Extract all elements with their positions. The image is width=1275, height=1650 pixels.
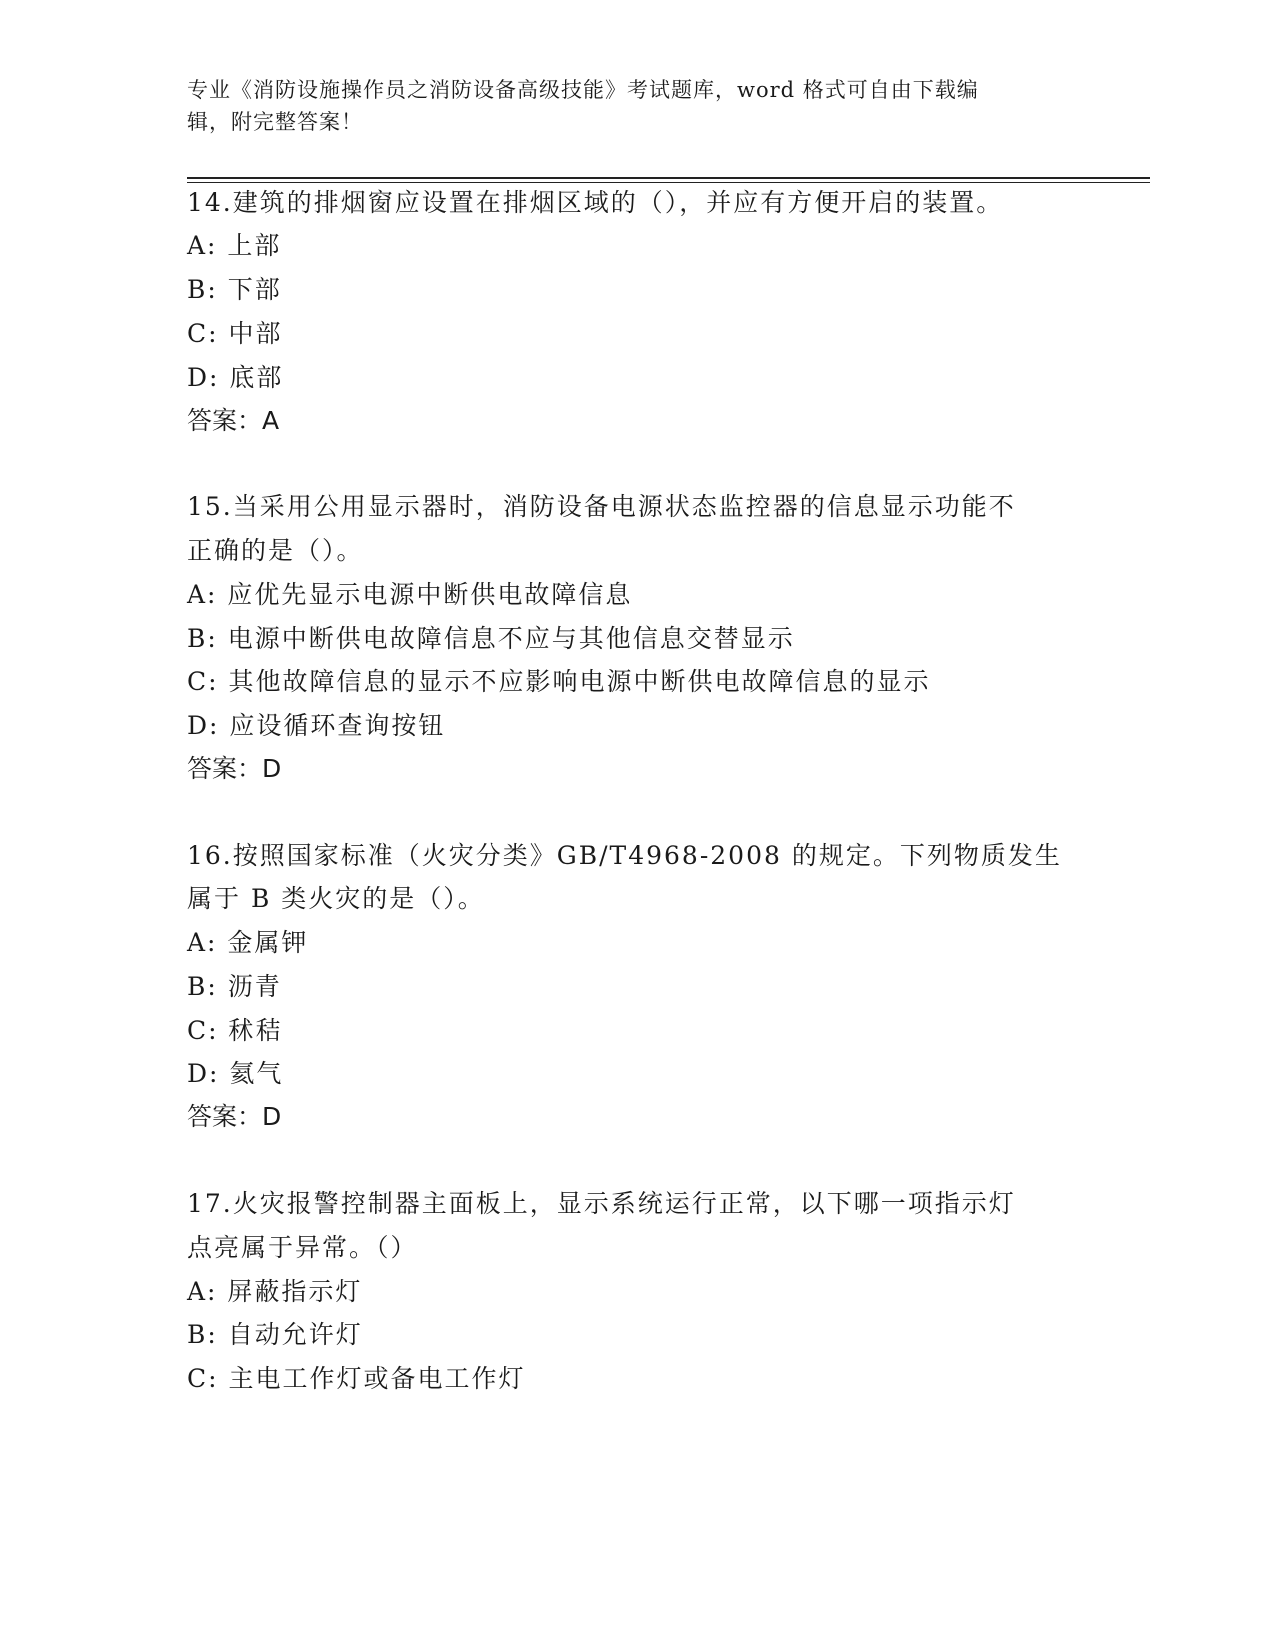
question-15-option-b: B: 电源中断供电故障信息不应与其他信息交替显示 (187, 624, 795, 653)
question-16-option-b: B: 沥青 (187, 972, 282, 1001)
question-16-option-a: A: 金属钾 (187, 928, 309, 957)
question-17-stem-line-1: 17.火灾报警控制器主面板上，显示系统运行正常，以下哪一项指示灯 (187, 1189, 1016, 1218)
question-16-option-c: C: 秫秸 (187, 1016, 283, 1045)
question-15-stem-line-1: 15.当采用公用显示器时，消防设备电源状态监控器的信息显示功能不 (187, 492, 1016, 521)
question-17-option-b: B: 自动允许灯 (187, 1320, 363, 1349)
question-14-answer: 答案：A (187, 406, 280, 435)
question-14-stem-line-1: 14.建筑的排烟窗应设置在排烟区域的（），并应有方便开启的装置。 (187, 188, 1004, 217)
question-15-option-a: A: 应优先显示电源中断供电故障信息 (187, 580, 633, 609)
question-14-option-a: A: 上部 (187, 231, 282, 260)
header-divider-thick (187, 177, 1150, 179)
question-14-option-b: B: 下部 (187, 275, 282, 304)
header-intro-line-1: 专业《消防设施操作员之消防设备高级技能》考试题库，word 格式可自由下载编 (187, 78, 979, 102)
question-16-option-d: D: 氦气 (187, 1059, 284, 1088)
question-15-answer: 答案：D (187, 754, 282, 783)
question-16-answer: 答案：D (187, 1102, 282, 1131)
question-17-option-a: A: 屏蔽指示灯 (187, 1277, 363, 1306)
question-14-option-c: C: 中部 (187, 319, 283, 348)
question-16-stem-line-1: 16.按照国家标准（火灾分类》GB/T4968-2008 的规定。下列物质发生 (187, 841, 1062, 870)
document-header (187, 74, 1067, 138)
question-17-stem-line-2: 点亮属于异常。（） (187, 1233, 418, 1262)
question-15-option-d: D: 应设循环查询按钮 (187, 711, 446, 740)
question-15-option-c: C: 其他故障信息的显示不应影响电源中断供电故障信息的显示 (187, 667, 931, 696)
question-17-option-c: C: 主电工作灯或备电工作灯 (187, 1364, 526, 1393)
question-15-stem-line-2: 正确的是（）。 (187, 536, 364, 565)
question-14-option-d: D: 底部 (187, 363, 284, 392)
question-16-stem-line-2: 属于 B 类火灾的是（）。 (187, 884, 485, 913)
header-intro-line-2: 辑，附完整答案！ (187, 110, 363, 134)
